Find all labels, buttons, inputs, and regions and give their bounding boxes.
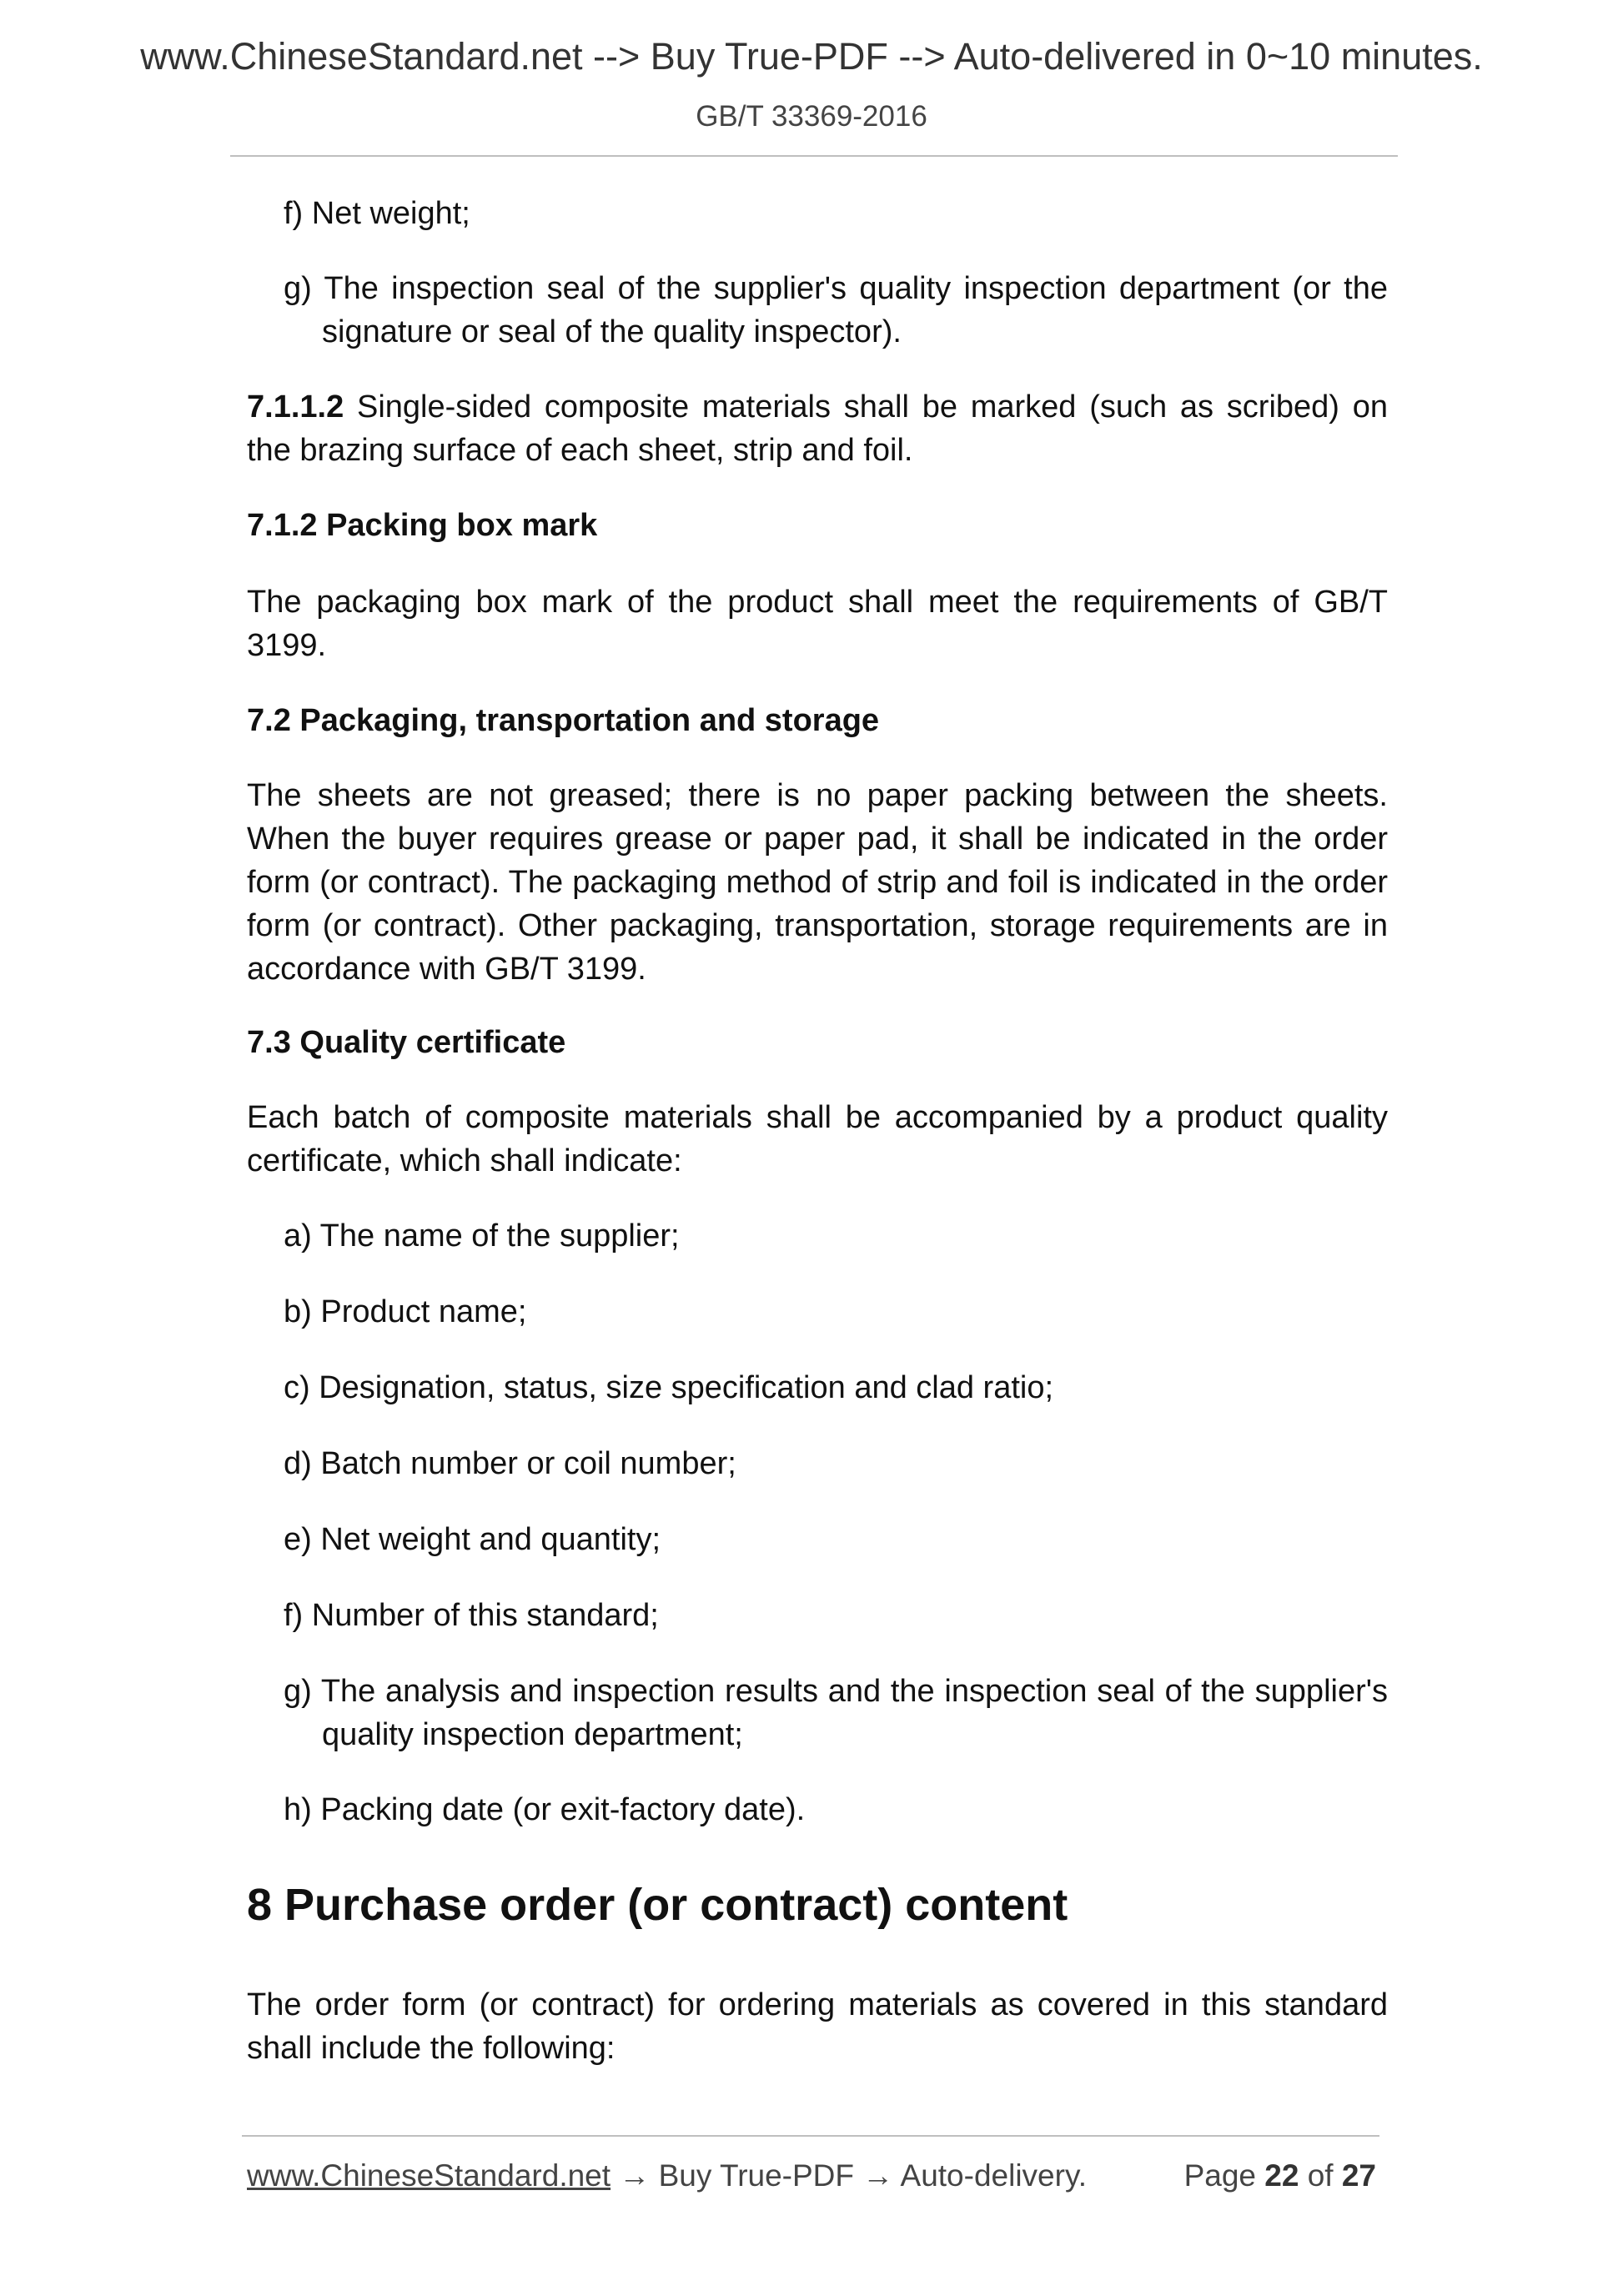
list-item: e) Net weight and quantity; xyxy=(284,1522,661,1557)
footer-divider xyxy=(242,2135,1379,2137)
packaging-text: The sheets are not greased; there is no paper packing between the sheets. When the buyer requires grease or paper pad, it shall be indicated in the order form (or contract). The packaging method of strip and foil is indicated in the order form (or contract). Other packaging, transportation, storage requirements are in accordance with GB/T 3199. xyxy=(247,778,1388,987)
heading-quality-certificate: 7.3 Quality certificate xyxy=(247,1025,566,1060)
clause-number: 7.1.1.2 xyxy=(247,389,344,425)
page-total: 27 xyxy=(1341,2158,1376,2193)
header-banner: www.ChineseStandard.net --> Buy True-PDF --> Auto-delivered in 0~10 minutes. xyxy=(140,35,1483,78)
list-item: c) Designation, status, size specification and clad ratio; xyxy=(284,1370,1054,1405)
standard-code: GB/T 33369-2016 xyxy=(696,100,927,133)
page-number: 22 xyxy=(1264,2158,1299,2193)
list-item-g-inspection-seal: g) The inspection seal of the supplier's quality inspection department (or the signature or seal of the quality inspector). xyxy=(284,271,1388,349)
page-label: Page xyxy=(1183,2158,1256,2193)
list-item: h) Packing date (or exit-factory date). xyxy=(284,1792,806,1827)
heading-packing-box-mark: 7.1.2 Packing box mark xyxy=(247,508,598,543)
footer-delivery-text: → Buy True-PDF → Auto-delivery. xyxy=(611,2158,1087,2193)
list-item-f-net-weight: f) Net weight; xyxy=(284,196,470,231)
heading-purchase-order-content: 8 Purchase order (or contract) content xyxy=(247,1880,1068,1930)
list-item: a) The name of the supplier; xyxy=(284,1218,680,1254)
of-label: of xyxy=(1307,2158,1334,2193)
packing-box-mark-text: The packaging box mark of the product shall meet the requirements of GB/T 3199. xyxy=(247,585,1388,663)
list-item: d) Batch number or coil number; xyxy=(284,1446,736,1481)
heading-packaging-transport-storage: 7.2 Packaging, transportation and storage xyxy=(247,703,880,738)
footer-site-link[interactable]: www.ChineseStandard.net xyxy=(247,2158,611,2193)
quality-certificate-text: Each batch of composite materials shall be accompanied by a product quality certificate, which shall indicate: xyxy=(247,1100,1388,1178)
clause-text: Single-sided composite materials shall be marked (such as scribed) on the brazing surface of each sheet, strip and foil. xyxy=(247,389,1388,468)
page-indicator xyxy=(1184,2158,1376,2193)
list-item: b) Product name; xyxy=(284,1294,527,1329)
purchase-order-text: The order form (or contract) for ordering materials as covered in this standard shall include the following: xyxy=(247,1987,1388,2066)
header-divider xyxy=(230,155,1398,157)
list-item: g) The analysis and inspection results and the inspection seal of the supplier's quality inspection department; xyxy=(284,1674,1388,1752)
footer-left xyxy=(247,2158,1087,2193)
list-item: f) Number of this standard; xyxy=(284,1598,659,1633)
clause-7-1-1-2 xyxy=(247,385,1388,472)
